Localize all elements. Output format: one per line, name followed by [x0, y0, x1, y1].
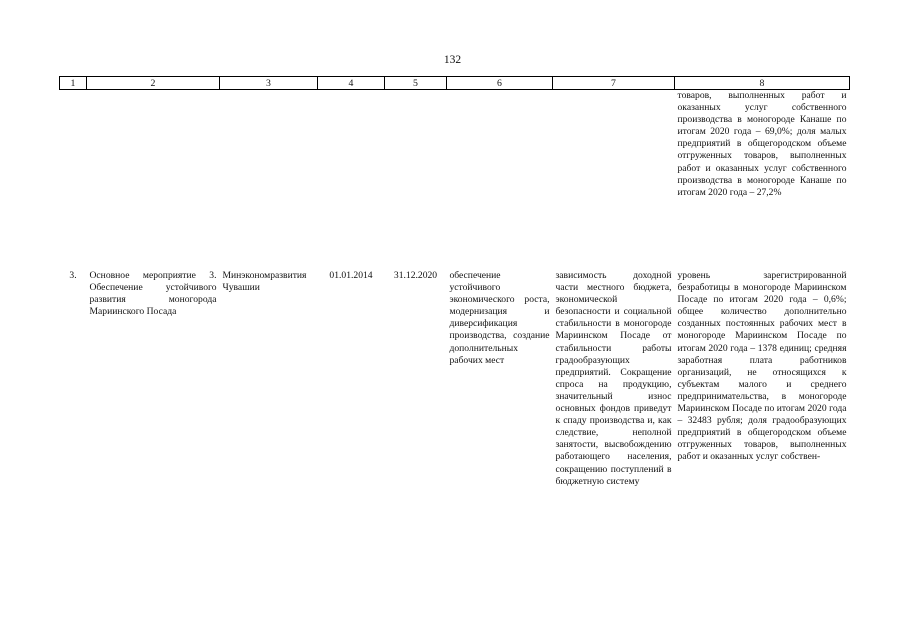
table-row-continuation: [60, 90, 850, 266]
risks-cell: зависимость доходной части местного бюджета, экономической безопасности и социальной стабильности в моногороде Мариинском Посаде от стабильности работы градообразующих предприятий. Сокращение спроса на продукцию, значительный износ основных фондов приведут к спаду производства и, как следствие, неполной занятости, высвобождению работающего населения, сокращению поступлений в бюджетную систему: [555, 270, 672, 487]
column-header: 8: [675, 77, 850, 90]
indicators-continuation-cell: товаров, выполненных работ и оказанных услуг собственного производства в моногороде Канаше по итогам 2020 года – 69,0%; доля малых предприятий в общегородском объеме отгруженных товаров, выполненных работ и оказанных услуг собственного производства в моногороде Канаше по итогам 2020 года – 27,2%: [677, 90, 847, 198]
column-header: 7: [553, 77, 675, 90]
row-number-cell: 3.: [69, 270, 77, 281]
column-header: 5: [385, 77, 447, 90]
page-number: 132: [443, 54, 462, 66]
table-row: [60, 265, 850, 488]
column-header: 2: [87, 77, 220, 90]
executor-cell: Минэкономразвития Чувашии: [222, 270, 307, 294]
indicators-cell: уровень зарегистрированной безработицы в моногороде Мариинском Посаде по итогам 2020 года – 0,6%; общее количество дополнительно созданных постоянных рабочих мест в моногороде Мариинском Посаде по итогам 2020 года – 1378 единиц; средняя заработная плата работников организаций, не относящихся к субъектам малого и среднего предпринимательства, в моногороде Мариинском Посаде по итогам 2020 года – 32483 рубля; доля градообразующих предприятий в общегородском объеме отгруженных товаров, выполненных работ и оказанных услуг собствен-: [677, 270, 847, 463]
column-header: 3: [220, 77, 318, 90]
column-header: 6: [447, 77, 553, 90]
start-date-cell: 01.01.2014: [329, 270, 373, 281]
program-table: [59, 76, 850, 488]
column-header: 4: [318, 77, 385, 90]
expected-result-cell: обеспечение устойчивого экономического роста, модернизация и диверсификация производства, создание дополнительных рабочих мест: [449, 270, 550, 366]
measure-cell: Основное мероприятие 3. Обеспечение устойчивого развития моногорода Мариинского Посада: [89, 270, 217, 318]
end-date-cell: 31.12.2020: [393, 270, 438, 281]
table-header: [60, 77, 850, 90]
column-header: 1: [60, 77, 87, 90]
